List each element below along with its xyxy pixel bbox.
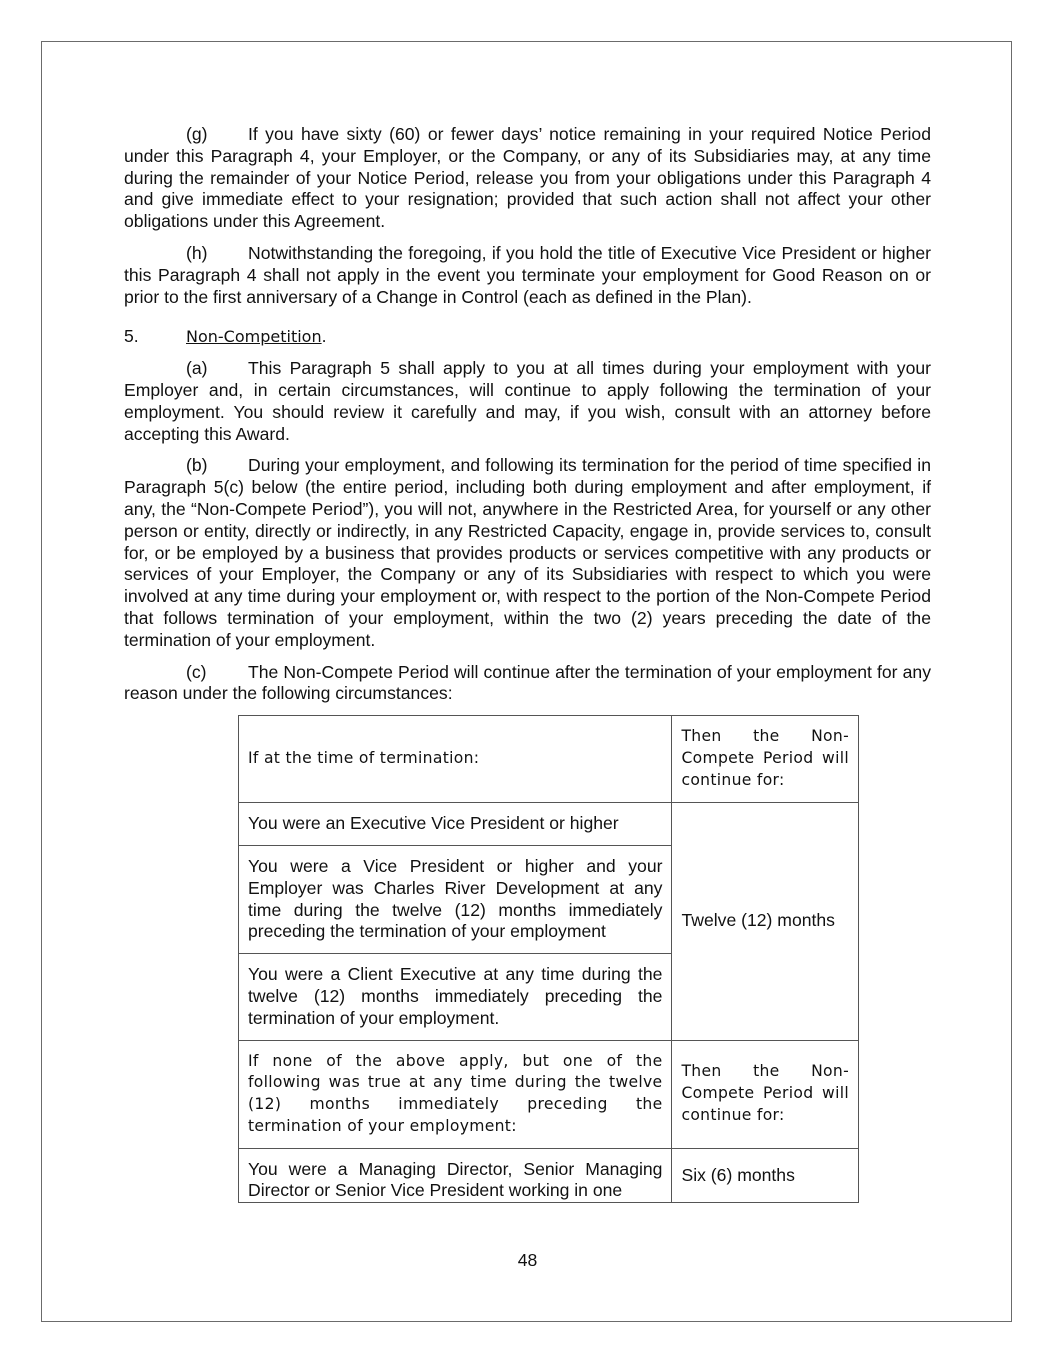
table-cell-condition: You were an Executive Vice President or higher (239, 803, 672, 846)
non-compete-table (238, 715, 859, 1203)
paragraph-text: The Non-Compete Period will continue after the termination of your employment for any reason under the following circumstances: (124, 661, 931, 704)
table-header-row (239, 716, 859, 803)
table-cell-condition: You were a Client Executive at any time during the twelve (12) months immediately preceding the termination of your employment. (239, 954, 672, 1040)
table-row (239, 1148, 859, 1203)
paragraph-text: During your employment, and following its termination for the period of time specified in Paragraph 5(c) below (the entire period, including both during employment and after employment, if any, the “Non-Compete Period”), you will not, anywhere in the Restricted Area, for yourself or any other person or entity, directly or indirectly, in any Restricted Capacity, engage in, provide services to, consult for, or be employed by a business that provides products or services competitive with any products or services of your Employer, the Company or any of its Subsidiaries with respect to which you were involved at any time during your employment or, with respect to the portion of the Non-Compete Period that follows termination of your employment, within the two (2) years preceding the date of the termination of your employment. (124, 455, 931, 650)
paragraph-4g (124, 124, 931, 233)
table-subheader-condition: If none of the above apply, but one of the following was true at any time during the twelve (12) months immediately preceding the termination of your employment: (239, 1040, 672, 1148)
paragraph-5b (124, 455, 931, 651)
section-title-suffix: . (321, 326, 327, 347)
paragraph-5c (124, 662, 931, 706)
table-subheader-period: Then the Non-Compete Period will continue for: (672, 1040, 859, 1148)
paragraph-5a (124, 358, 931, 445)
paragraph-label: (a) (186, 358, 208, 379)
paragraph-text: If you have sixty (60) or fewer days’ notice remaining in your required Notice Period under this Paragraph 4, your Employer, or the Company, or any of its Subsidiaries may, at any time during the remainder of your Notice Period, release you from your obligations under this Paragraph 4 and give immediate effect to your resignation; provided that such action shall not affect your other obligations under this Agreement. (124, 124, 931, 232)
document-body (124, 124, 931, 1203)
table-row (239, 803, 859, 846)
paragraph-label: (g) (186, 124, 208, 144)
section-heading (124, 326, 931, 348)
table-header-condition: If at the time of termination: (239, 716, 672, 803)
table-cell-condition: You were a Vice President or higher and your Employer was Charles River Development at any time during the twelve (12) months immediately preceding the termination of your employment (239, 845, 672, 953)
page-number: 48 (517, 1250, 538, 1270)
section-title: Non-Competition (186, 327, 322, 347)
table-header-period: Then the Non-Compete Period will continue for: (672, 716, 859, 803)
paragraph-label: (b) (186, 455, 208, 476)
paragraph-label: (c) (186, 661, 207, 682)
table-cell-condition: You were a Managing Director, Senior Managing Director or Senior Vice President working in one (239, 1148, 672, 1203)
paragraph-text: This Paragraph 5 shall apply to you at all times during your employment with your Employer and, in certain circumstances, will continue to apply following the termination of your employment. You should review it carefully and may, if you wish, consult with an attorney before accepting this Award. (124, 358, 931, 444)
table-cell-period: Twelve (12) months (672, 803, 859, 1040)
section-number: 5. (124, 326, 139, 347)
paragraph-4h (124, 243, 931, 308)
table-subheader-row (239, 1040, 859, 1148)
paragraph-label: (h) (186, 242, 208, 263)
paragraph-text: Notwithstanding the foregoing, if you hold the title of Executive Vice President or higher this Paragraph 4 shall not apply in the event you terminate your employment for Good Reason on or prior to the first anniversary of a Change in Control (each as defined in the Plan). (124, 242, 931, 307)
table-cell-period: Six (6) months (672, 1148, 859, 1203)
